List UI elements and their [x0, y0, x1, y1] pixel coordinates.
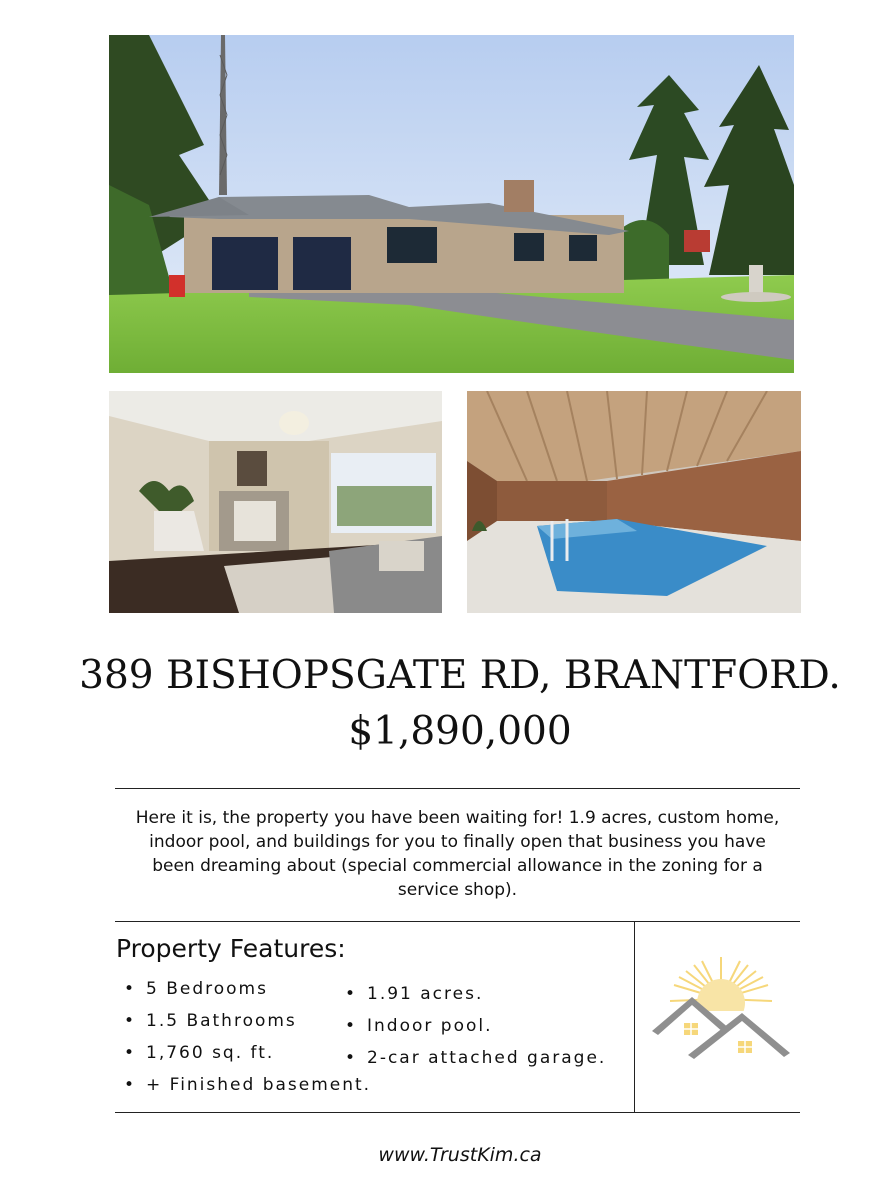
feature-item: • 1.91 acres. — [339, 978, 606, 1010]
divider-vertical — [634, 921, 635, 1112]
divider-bottom — [115, 1112, 800, 1113]
feature-item: • 1,760 sq. ft. — [118, 1037, 371, 1069]
listing-description: Here it is, the property you have been waiting for! 1.9 acres, custom home, indoor pool, and buildings for you to finally open that business you have been dreaming about (special commercial allowance in the zoning for a service shop). — [135, 808, 780, 900]
listing-price: $1,890,000 — [348, 709, 572, 754]
listing-address: 389 BISHOPSGATE RD, BRANTFORD. — [79, 653, 841, 698]
house-exterior-photo — [109, 35, 794, 373]
divider-middle — [115, 921, 800, 922]
house-sunrise-logo-icon — [650, 955, 792, 1065]
website-link[interactable]: www.TrustKim.ca — [378, 1144, 542, 1166]
divider-top — [115, 788, 800, 789]
features-heading: Property Features: — [116, 934, 346, 963]
feature-item: • 5 Bedrooms — [118, 973, 371, 1005]
feature-item: • + Finished basement. — [118, 1069, 371, 1101]
feature-item: • Indoor pool. — [339, 1010, 606, 1042]
features-list-right — [339, 978, 606, 1074]
living-room-photo — [109, 391, 442, 613]
feature-item: • 2-car attached garage. — [339, 1042, 606, 1074]
listing-title-block — [0, 648, 880, 760]
features-list-left — [118, 973, 371, 1101]
feature-item: • 1.5 Bathrooms — [118, 1005, 371, 1037]
indoor-pool-photo — [467, 391, 801, 613]
